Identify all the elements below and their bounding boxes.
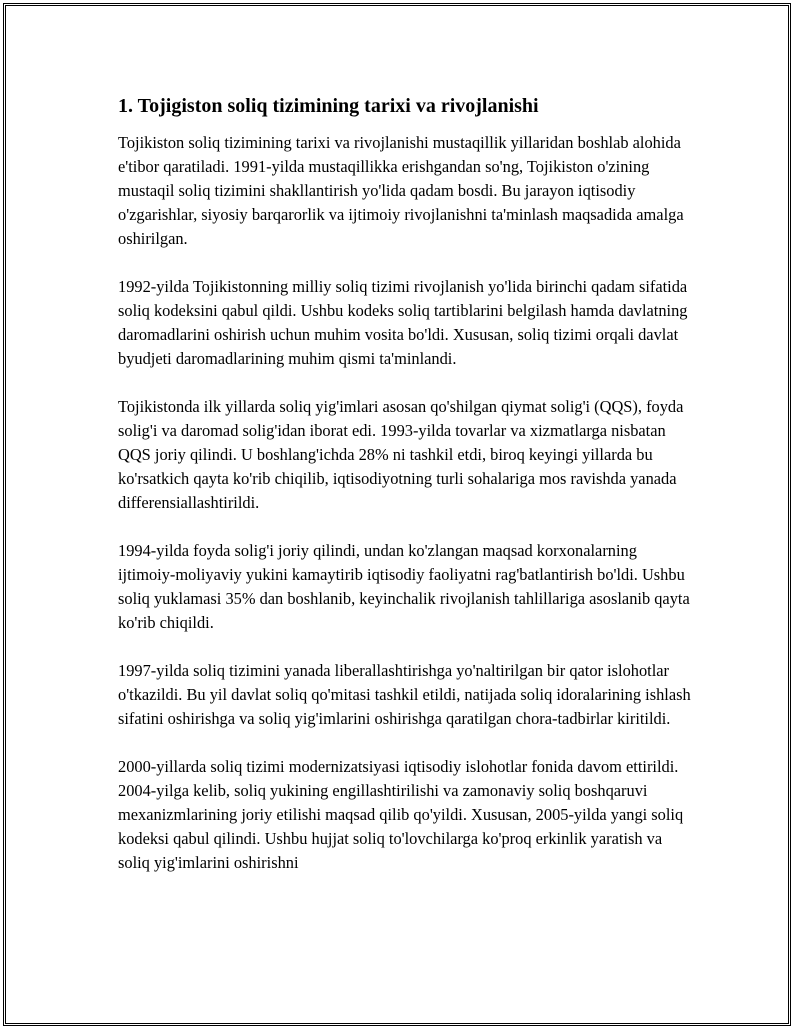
section-title: 1. Tojigiston soliq tizimining tarixi va rivojlanishi	[118, 95, 539, 117]
document-body	[118, 93, 698, 899]
paragraph-5: 1997-yilda soliq tizimini yanada liberallashtirishga yo'naltirilgan bir qator islohotlar o'tkazildi. Bu yil davlat soliq qo'mitasi tashkil etildi, natijada soliq idoralarining ishlash sifatini oshirishga va soliq yig'imlarini oshirishga qaratilgan chora-tadbirlar kiritildi.	[118, 661, 691, 728]
paragraph-1: Tojikiston soliq tizimining tarixi va rivojlanishi mustaqillik yillaridan boshlab alohida e'tibor qaratiladi. 1991-yilda mustaqillikka erishgandan so'ng, Tojikiston o'zining mustaqil soliq tizimini shakllantirish yo'lida qadam bosdi. Bu jarayon iqtisodiy o'zgarishlar, siyosiy barqarorlik va ijtimoiy rivojlanishni ta'minlash maqsadida amalga oshirilgan.	[118, 133, 684, 248]
paragraph-4: 1994-yilda foyda solig'i joriy qilindi, undan ko'zlangan maqsad korxonalarning ijtimoiy-moliyaviy yukini kamaytirib iqtisodiy faoliyatni rag'batlantirish bo'ldi. Ushbu soliq yuklamasi 35% dan boshlanib, keyinchalik rivojlanish tahlillariga asoslanib qayta ko'rib chiqildi.	[118, 541, 690, 632]
paragraph-3: Tojikistonda ilk yillarda soliq yig'imlari asosan qo'shilgan qiymat solig'i (QQS), foyda solig'i va daromad solig'idan iborat edi. 1993-yilda tovarlar va xizmatlarga nisbatan QQS joriy qilindi. U boshlang'ichda 28% ni tashkil etdi, biroq keyingi yillarda bu ko'rsatkich qayta ko'rib chiqilib, iqtisodiyotning turli sohalariga mos ravishda yanada differensiallashtirildi.	[118, 397, 684, 512]
paragraph-6: 2000-yillarda soliq tizimi modernizatsiyasi iqtisodiy islohotlar fonida davom ettirildi. 2004-yilga kelib, soliq yukining engillashtirilishi va zamonaviy soliq boshqaruvi mexanizmlarining joriy etilishi maqsad qilib qo'yildi. Xususan, 2005-yilda yangi soliq kodeksi qabul qilindi. Ushbu hujjat soliq to'lovchilarga ko'proq erkinlik yaratish va soliq yig'imlarini oshirishni	[118, 757, 684, 872]
paragraph-2: 1992-yilda Tojikistonning milliy soliq tizimi rivojlanish yo'lida birinchi qadam sifatida soliq kodeksini qabul qildi. Ushbu kodeks soliq tartiblarini belgilash hamda davlatning daromadlarini oshirish uchun muhim vosita bo'ldi. Xususan, soliq tizimi orqali davlat byudjeti daromadlarining muhim qismi ta'minlandi.	[118, 277, 688, 368]
